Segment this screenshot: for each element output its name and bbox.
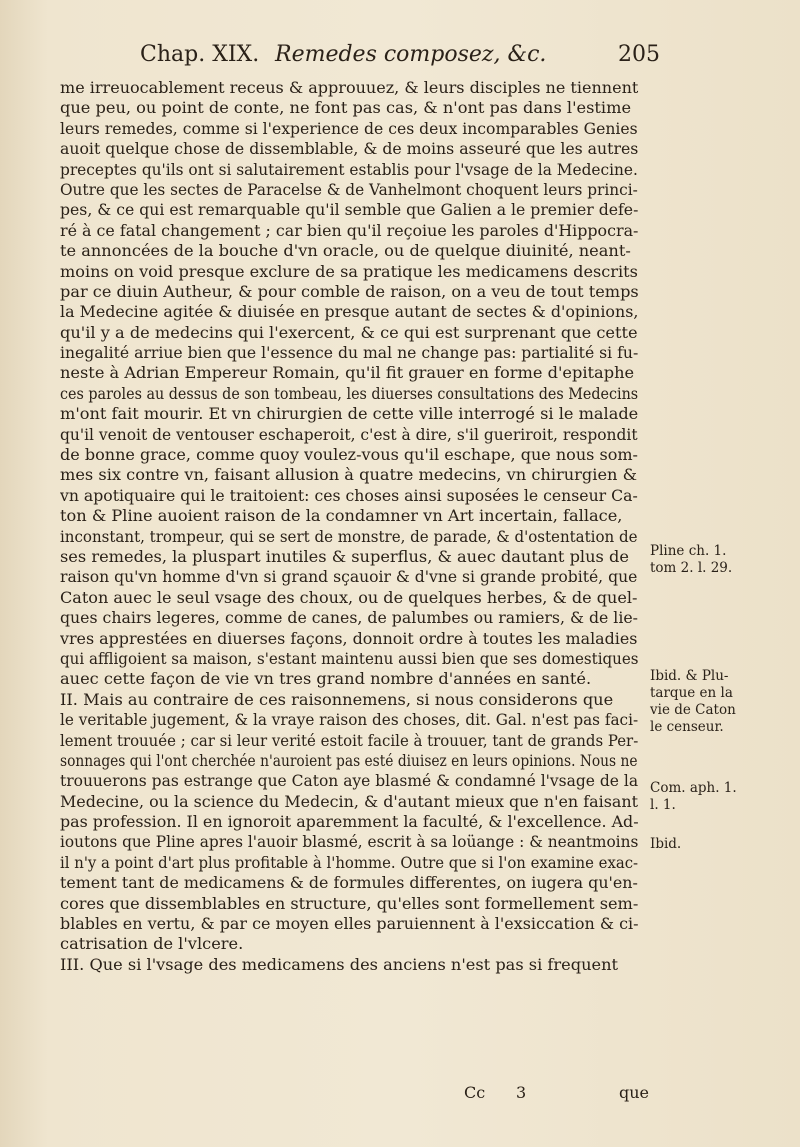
text-line: la Medecine agitée & diuisée en presque autant de sectes & d'opinions, <box>60 302 639 322</box>
marginal-note-plutarque <box>650 668 770 736</box>
text-line: auec cette façon de vie vn tres grand nombre d'années en santé. <box>60 669 592 689</box>
text-line: ioutons que Pline apres l'auoir blasmé, escrit à sa loüange : & neantmoins <box>60 832 639 852</box>
text-line: qu'il venoit de ventouser eschaperoit, c'est à dire, s'il gueriroit, respondit <box>60 424 638 444</box>
catchword: que <box>619 1083 650 1102</box>
text-line: Caton auec le seul vsage des choux, ou de quelques herbes, & de quel- <box>60 587 638 607</box>
marginal-note-line: tom 2. l. 29. <box>650 560 733 576</box>
text-line: trouuerons pas estrange que Caton aye blasmé & condamné l'vsage de la <box>60 771 639 791</box>
text-line: lement trouuée ; car si leur verité estoit facile à trouuer, tant de grands Per- <box>60 730 639 750</box>
text-line: vn apotiquaire qui le traitoient: ces choses ainsi suposées le censeur Ca- <box>60 485 638 505</box>
text-line: par ce diuin Autheur, & pour comble de raison, on a veu de tout temps <box>60 281 639 301</box>
marginal-note-line: tarque en la <box>650 685 733 701</box>
text-line: moins on void presque exclure de sa pratique les medicamens descrits <box>60 261 638 281</box>
marginal-note-ibid <box>650 836 770 853</box>
text-line: II. Mais au contraire de ces raisonnemens, si nous considerons que <box>60 689 614 709</box>
text-line: raison qu'vn homme d'vn si grand sçauoir & d'vne si grande probité, que <box>60 567 638 587</box>
text-line: de bonne grace, comme quoy voulez-vous qu'il eschape, que nous som- <box>60 445 638 465</box>
text-line: tement tant de medicamens & de formules differentes, on iugera qu'en- <box>60 873 638 893</box>
text-line: te annoncées de la bouche d'vn oracle, ou de quelque diuinité, neant- <box>60 241 631 261</box>
text-line: qu'il y a de medecins qui l'exercent, & ce qui est surprenant que cette <box>60 322 638 342</box>
text-line: me irreuocablement receus & approuuez, & leurs disciples ne tiennent <box>60 78 639 97</box>
text-line: catrisation de l'vlcere. <box>60 934 244 954</box>
marginal-note-line: le censeur. <box>650 719 724 735</box>
text-line: que peu, ou point de conte, ne font pas cas, & n'ont pas dans l'estime <box>60 98 632 118</box>
marginal-note-pline <box>650 543 770 577</box>
marginal-note-line: l. 1. <box>650 797 676 813</box>
signature-mark: Cc <box>464 1083 486 1102</box>
marginal-note-line: Com. aph. 1. <box>650 780 737 796</box>
text-line: mes six contre vn, faisant allusion à quatre medecins, vn chirurgien & <box>60 465 638 485</box>
page-footer <box>464 1083 664 1105</box>
sheet-number: 3 <box>516 1083 527 1102</box>
text-line: Medecine, ou la science du Medecin, & d'autant mieux que n'en faisant <box>60 791 639 811</box>
text-line: Outre que les sectes de Paracelse & de Vanhelmont choquent leurs princi- <box>60 179 638 199</box>
text-line: III. Que si l'vsage des medicamens des anciens n'est pas si frequent <box>60 954 619 974</box>
text-line: ré à ce fatal changement ; car bien qu'il reçoiue les paroles d'Hippocra- <box>60 220 639 240</box>
text-line: le veritable jugement, & la vraye raison des choses, dit. Gal. n'est pas faci- <box>60 710 638 730</box>
text-line: m'ont fait mourir. Et vn chirurgien de cette ville interrogé si le malade <box>60 404 638 424</box>
main-text-block <box>60 78 638 975</box>
marginal-note-line: Ibid. <box>650 836 682 852</box>
text-line: inconstant, trompeur, qui se sert de monstre, de parade, & d'ostentation de <box>60 526 638 546</box>
text-line: pes, & ce qui est remarquable qu'il semble que Galien a le premier defe- <box>60 200 638 220</box>
text-line: sonnages qui l'ont cherchée n'auroient pas esté diuisez en leurs opinions. Nous ne <box>60 750 638 770</box>
running-header <box>130 42 660 76</box>
text-line: ses remedes, la pluspart inutiles & superflus, & auec dautant plus de <box>60 546 629 566</box>
chapter-title: Remedes composez, &c. <box>275 42 547 67</box>
text-line: ces paroles au dessus de son tombeau, les diuerses consultations des Medecins <box>60 383 639 403</box>
chapter-label: Chap. XIX. <box>140 42 260 67</box>
marginal-note-com-aph <box>650 780 770 814</box>
text-line: vres apprestées en diuerses façons, donnoit ordre à toutes les maladies <box>60 628 638 648</box>
marginal-note-line: vie de Caton <box>650 702 736 718</box>
text-line: ton & Pline auoient raison de la condamner vn Art incertain, fallace, <box>60 506 623 526</box>
text-line: leurs remedes, comme si l'experience de ces deux incomparables Genies <box>60 118 638 138</box>
text-line: qui affligoient sa maison, s'estant maintenu aussi bien que ses domestiques <box>60 648 639 668</box>
text-line: auoit quelque chose de dissemblable, & de moins asseuré que les autres <box>60 139 639 159</box>
marginal-note-line: Ibid. & Plu- <box>650 668 729 684</box>
text-line: inegalité arriue bien que l'essence du mal ne change pas: partialité si fu- <box>60 343 639 363</box>
text-line: neste à Adrian Empereur Romain, qu'il fit grauer en forme d'epitaphe <box>60 363 635 383</box>
text-line: pas profession. Il en ignoroit aparemment la faculté, & l'excellence. Ad- <box>60 812 639 832</box>
text-line: cores que dissemblables en structure, qu'elles sont formellement sem- <box>60 893 639 913</box>
text-line: blables en vertu, & par ce moyen elles paruiennent à l'exsiccation & ci- <box>60 914 639 934</box>
page-number: 205 <box>618 42 660 67</box>
text-line: preceptes qu'ils ont si salutairement establis pour l'vsage de la Medecine. <box>60 159 638 179</box>
text-line: ques chairs legeres, comme de canes, de palumbes ou ramiers, & de lie- <box>60 608 638 628</box>
text-line: il n'y a point d'art plus profitable à l'homme. Outre que si l'on examine exac- <box>60 852 639 872</box>
marginal-note-line: Pline ch. 1. <box>650 543 727 559</box>
